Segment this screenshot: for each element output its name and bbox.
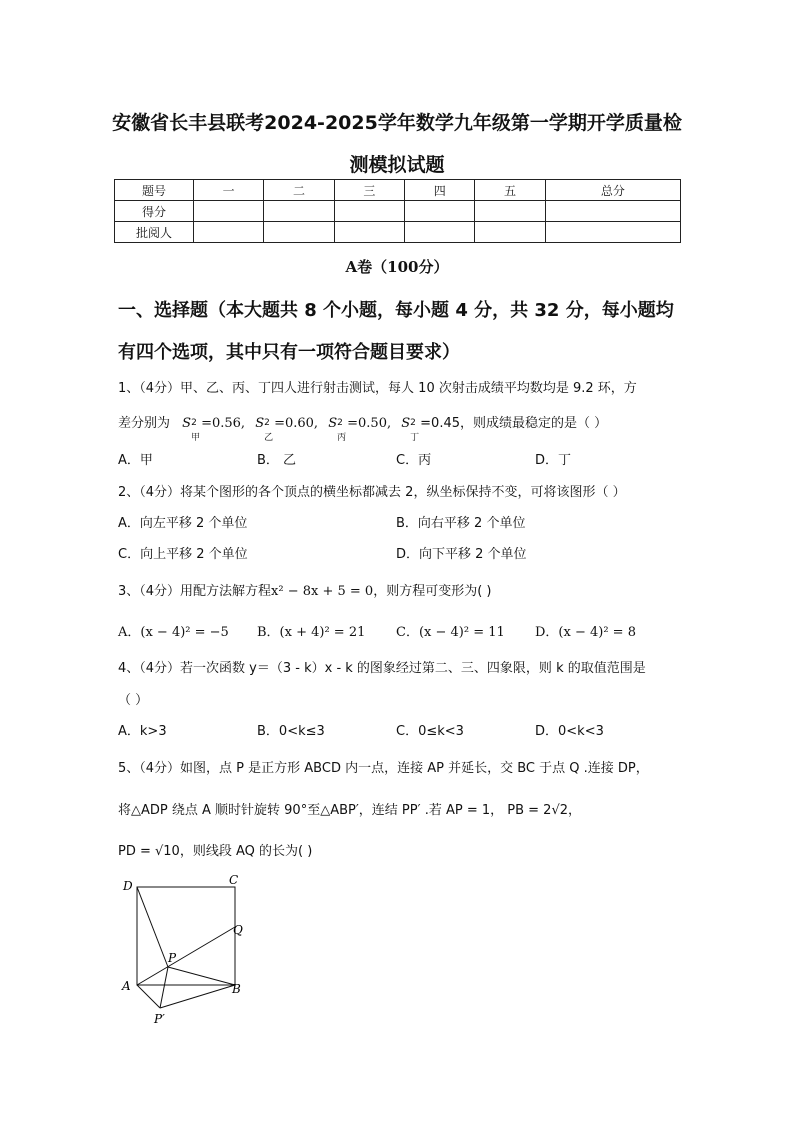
q4-stem-line1: 4、（4分）若一次函数 y＝（3 - k）x - k 的图象经过第二、三、四象限，则 k 的取值范围是 (118, 661, 646, 676)
section-a-heading: A卷（100分） (345, 258, 449, 276)
segment-aq (137, 927, 235, 985)
label-q: Q (233, 923, 243, 937)
q2-stem: 2、（4分）将某个图形的各个顶点的横坐标都减去 2，纵坐标保持不变，可将该图形（ ） (118, 485, 626, 500)
q4-option-d[interactable]: D．0<k<3 (535, 724, 604, 739)
q2-option-c[interactable]: C．向上平移 2 个单位 (118, 547, 248, 562)
score-cell[interactable] (475, 201, 545, 222)
q4-option-c[interactable]: C．0≤k<3 (396, 724, 464, 739)
q5-stem-line3: PD = √10，则线段 AQ 的长为( ) (118, 844, 313, 859)
q3-stem-prefix: 3、（4分）用配方法解方程 (118, 584, 272, 599)
q3-option-c[interactable]: C．(x − 4)² = 11 (396, 625, 505, 640)
q5-stem-line2: 将△ADP 绕点 A 顺时针旋转 90°至△ABP′，连结 PP′ .若 AP = 1， PB = 2√2， (118, 803, 581, 818)
score-table-row (115, 201, 681, 222)
segment-bp-prime (160, 985, 235, 1008)
score-header-cell: 题号 (115, 180, 194, 201)
score-cell[interactable] (194, 201, 264, 222)
exam-title-line2: 测模拟试题 (349, 154, 445, 176)
score-cell[interactable] (405, 201, 475, 222)
q1-var-yi: =0.60, (274, 416, 319, 431)
q3-stem (118, 580, 492, 599)
score-header-cell: 五 (475, 180, 545, 201)
score-header-cell: 四 (405, 180, 475, 201)
q1-prefix: 差分别为 (118, 416, 171, 431)
score-header-cell: 一 (194, 180, 264, 201)
segment-pp-prime (160, 967, 168, 1008)
exam-title-line1: 安徽省长丰县联考2024-2025学年数学九年级第一学期开学质量检 (112, 112, 682, 134)
label-b: B (232, 982, 241, 996)
q2-option-b[interactable]: B．向右平移 2 个单位 (396, 516, 526, 531)
q1-option-b[interactable]: B． 乙 (257, 453, 297, 468)
segment-ap-prime (137, 985, 160, 1008)
score-header-cell: 二 (264, 180, 334, 201)
score-cell[interactable] (194, 222, 264, 243)
score-cell[interactable] (545, 222, 680, 243)
score-header-cell: 三 (334, 180, 404, 201)
score-header-cell: 总分 (545, 180, 680, 201)
score-cell[interactable] (264, 222, 334, 243)
section1-heading-line1: 一、选择题（本大题共 8 个小题，每小题 4 分，共 32 分，每小题均 (118, 300, 674, 321)
q1-option-c[interactable]: C．丙 (396, 453, 432, 468)
score-cell[interactable] (475, 222, 545, 243)
segment-dp (137, 887, 168, 967)
score-row-label: 批阅人 (115, 222, 194, 243)
label-a: A (122, 979, 131, 993)
q3-option-d[interactable]: D．(x − 4)² = 8 (535, 625, 636, 640)
score-table-header-row (115, 180, 681, 201)
score-cell[interactable] (334, 222, 404, 243)
score-row-label: 得分 (115, 201, 194, 222)
q3-option-a[interactable]: A．(x − 4)² = −5 (118, 625, 229, 640)
q1-var-bing: =0.50, (347, 416, 392, 431)
q1-stem-line2: 差分别为 S 2 甲 =0.56, S 2 乙 =0.60, S 2 丙 =0.50, S 2 丁 =0.45，则成绩最稳定的是（ ） (118, 416, 608, 443)
label-p: P (168, 951, 177, 965)
q4-option-a[interactable]: A．k>3 (118, 724, 167, 739)
q3-option-b[interactable]: B．(x + 4)² = 21 (257, 625, 366, 640)
q1-var-ding: =0.45，则成绩最稳定的是（ ） (420, 416, 608, 431)
q3-equation: x² − 8x + 5 = 0 (271, 584, 374, 599)
q1-stem-line1: 1、（4分）甲、乙、丙、丁四人进行射击测试，每人 10 次射击成绩平均数均是 9.2 环，方 (118, 381, 637, 396)
segment-pb (168, 967, 235, 985)
q1-option-d[interactable]: D．丁 (535, 453, 572, 468)
q1-var-jia: =0.56, (201, 416, 246, 431)
label-c: C (229, 873, 239, 887)
label-p-prime: P′ (154, 1012, 165, 1026)
q4-stem-line2: （ ） (118, 693, 149, 708)
q2-option-d[interactable]: D．向下平移 2 个单位 (396, 547, 527, 562)
q1-option-a[interactable]: A．甲 (118, 453, 153, 468)
q5-square-figure (116, 872, 256, 1032)
section1-heading-line2: 有四个选项，其中只有一项符合题目要求） (118, 342, 460, 363)
label-d: D (123, 879, 133, 893)
q3-stem-suffix: ，则方程可变形为( ) (373, 584, 492, 599)
q5-stem-line1: 5、（4分）如图，点 P 是正方形 ABCD 内一点，连接 AP 并延长，交 BC 于点 Q .连接 DP， (118, 761, 649, 776)
score-cell[interactable] (405, 222, 475, 243)
q4-option-b[interactable]: B．0<k≤3 (257, 724, 325, 739)
score-table-row (115, 222, 681, 243)
q2-option-a[interactable]: A．向左平移 2 个单位 (118, 516, 248, 531)
score-cell[interactable] (545, 201, 680, 222)
score-table (114, 179, 681, 243)
score-cell[interactable] (334, 201, 404, 222)
score-cell[interactable] (264, 201, 334, 222)
